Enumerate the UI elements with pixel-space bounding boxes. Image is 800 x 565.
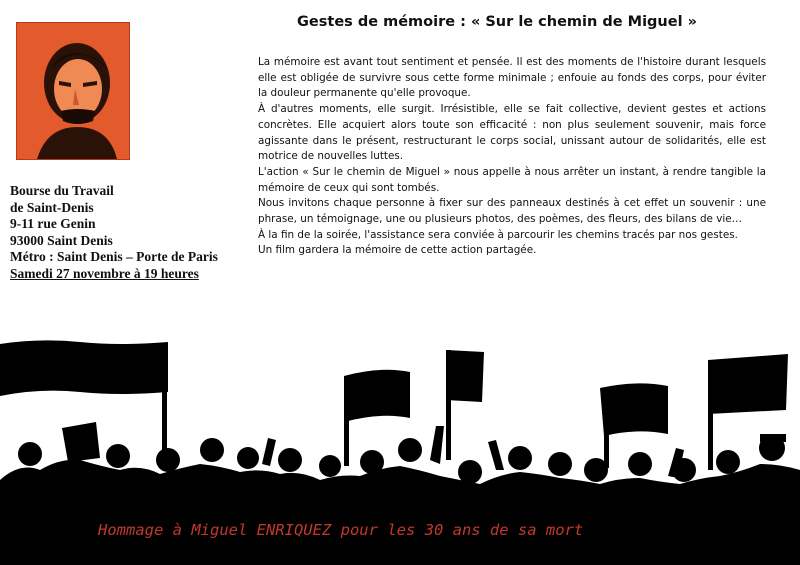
body-paragraph: À d'autres moments, elle surgit. Irrésistible, elle se fait collective, devient gestes et actions concrètes. Elle acquiert alors toute son efficacité : non plus seulement souvenir, mais force agissante dans le présent, restructurant le corps social, unissant autour de solidarités, elle est motrice de nouvelles luttes. <box>258 103 766 163</box>
body-paragraph: La mémoire est avant tout sentiment et pensée. Il est des moments de l'histoire durant lesquels elle est obligée de survivre sous cette forme minimale ; enfouie au fonds des corps, pour éviter la douleur permanente qu'elle provoque. <box>258 56 766 100</box>
body-paragraph: Un film gardera la mémoire de cette action partagée. <box>258 244 537 257</box>
address-block <box>10 183 250 282</box>
venue-name: Bourse du Travail <box>10 183 114 198</box>
portrait-face-illustration <box>17 23 129 159</box>
body-paragraph: Nous invitons chaque personne à fixer sur des panneaux destinés à cet effet un souvenir : une phrase, un témoignage, une ou plusieurs photos, des poèmes, des fleurs, des bilans de vie… <box>258 197 766 226</box>
event-date: Samedi 27 novembre à 19 heures <box>10 265 199 281</box>
portrait-photo <box>16 22 130 160</box>
body-paragraph: L'action « Sur le chemin de Miguel » nous appelle à nous arrêter un instant, à rendre tangible la mémoire de ceux qui sont tombés. <box>258 165 766 194</box>
page-title: Gestes de mémoire : « Sur le chemin de Miguel » <box>297 14 697 30</box>
metro-station: Métro : Saint Denis – Porte de Paris <box>10 249 218 264</box>
street-address: 9-11 rue Genin <box>10 216 96 231</box>
venue-city: de Saint-Denis <box>10 199 94 215</box>
postal-city: 93000 Saint Denis <box>10 232 113 248</box>
body-text <box>258 55 766 259</box>
body-paragraph: À la fin de la soirée, l'assistance sera conviée à parcourir les chemins tracés par nos gestes. <box>258 228 738 241</box>
hommage-caption: Hommage à Miguel ENRIQUEZ pour les 30 ans de sa mort <box>98 521 584 539</box>
